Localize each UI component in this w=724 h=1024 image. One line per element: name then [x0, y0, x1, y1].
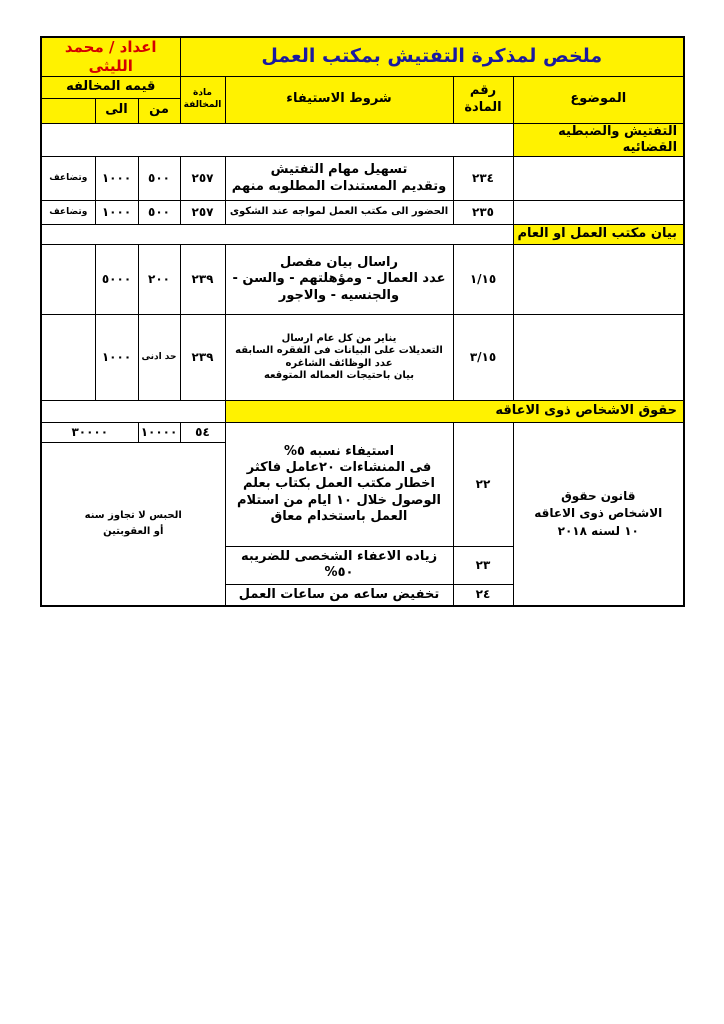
penalty-note-line: أو العقوبتين: [103, 526, 164, 537]
violation-article: ٢٣٩: [180, 245, 225, 315]
condition-line: يناير من كل عام ارسال: [281, 332, 397, 344]
condition-line: استيفاء نسبه ٥%: [283, 443, 395, 459]
penalty-from: ٥٠٠: [138, 157, 180, 201]
conditions-cell: [225, 423, 453, 547]
penalty-note-line: الحبس لا تجاوز سنه: [84, 510, 182, 521]
violation-article: ٢٣٩: [180, 315, 225, 401]
to-header: الى: [95, 98, 138, 123]
violation-article: ٢٥٧: [180, 157, 225, 201]
table-row: [41, 315, 684, 401]
conditions-cell: [225, 245, 453, 315]
topic-cell: [513, 201, 684, 225]
section-disabled: حقوق الاشخاص ذوى الاعاقه: [225, 401, 684, 423]
condition-line: وتقديم المستندات المطلوبه منهم: [231, 178, 447, 194]
penalty-extra: وتضاعف: [41, 157, 95, 201]
table-row: [41, 423, 684, 443]
topic-cell: [513, 245, 684, 315]
from-header: من: [138, 98, 180, 123]
condition-line: عدد العمال - ومؤهلتهم - والسن -: [232, 271, 446, 287]
penalty-from: ٢٠٠: [138, 245, 180, 315]
condition-line: التعديلات على البيانات فى الفقره السابقه: [235, 345, 443, 356]
penalty-from: ٥٠٠: [138, 201, 180, 225]
penalty-to: ١٠٠٠: [95, 157, 138, 201]
prison-penalty-note: [41, 443, 225, 607]
condition-line: تسهيل مهام التفتيش: [270, 162, 408, 178]
condition-text: الحضور الى مكتب العمل لمواجه عند الشكوى: [225, 201, 453, 225]
table-row: [41, 245, 684, 315]
header-row: [41, 76, 684, 98]
section-inspection: التفتيش والضبطيه القضائيه: [513, 123, 684, 157]
section-row: [41, 225, 684, 245]
penalty-extra: وتضاعف: [41, 201, 95, 225]
condition-line: راسال بيان مفصل: [280, 255, 398, 271]
article-number: ٢٣٥: [453, 201, 513, 225]
article-number: ٣/١٥: [453, 315, 513, 401]
article-number: ٢٣٤: [453, 157, 513, 201]
law-reference: [513, 423, 684, 607]
topic-header: الموضوع: [513, 76, 684, 123]
condition-text: تخفيض ساعه من ساعات العمل: [225, 584, 453, 606]
penalty-header: قيمه المخالفه: [41, 76, 180, 98]
section-statement: بيان مكتب العمل او العام: [513, 225, 684, 245]
penalty-to: ٥٠٠٠: [95, 245, 138, 315]
article-number: ٢٢: [453, 423, 513, 547]
summary-table: [40, 36, 685, 607]
penalty-from: حد ادنى: [138, 315, 180, 401]
condition-line: بيان باحتيجات العماله المتوقعه: [263, 370, 415, 381]
condition-line: والجنسيه - والاجور: [278, 287, 400, 303]
section-row: [41, 123, 684, 157]
article-number-header: رقم المادة: [453, 76, 513, 123]
page-title: ملخص لمذكرة التفتيش بمكتب العمل: [180, 37, 684, 76]
violation-article: ٥٤: [180, 423, 225, 443]
title-row: [41, 37, 684, 76]
conditions-cell: [225, 315, 453, 401]
table-row: [41, 201, 684, 225]
condition-line: العمل باستخدام معاق: [270, 508, 408, 524]
penalty-to: ١٠٠٠: [95, 315, 138, 401]
law-line: ١٠ لسنه ٢٠١٨: [557, 523, 639, 538]
conditions-cell: [225, 157, 453, 201]
article-number: ٢٣: [453, 547, 513, 585]
violation-article: ٢٥٧: [180, 201, 225, 225]
violation-article-header: مادة المخالفة: [180, 76, 225, 123]
penalty-to: ١٠٠٠: [95, 201, 138, 225]
condition-line: فى المنشاءات ٢٠عامل فاكثر: [246, 460, 432, 476]
law-line: قانون حقوق: [561, 488, 636, 503]
condition-line: الوصول خلال ١٠ ايام من استلام: [237, 492, 441, 508]
table-row: [41, 157, 684, 201]
condition-line: عدد الوظائف الشاغره: [285, 357, 393, 369]
article-number: ١/١٥: [453, 245, 513, 315]
penalty-from: ١٠٠٠٠: [138, 423, 180, 443]
summary-sheet: [40, 36, 683, 607]
condition-line: اخطار مكتب العمل بكتاب بعلم: [242, 476, 436, 492]
penalty-to: ٣٠٠٠٠: [41, 423, 138, 443]
topic-cell: [513, 315, 684, 401]
conditions-header: شروط الاستيفاء: [225, 76, 453, 123]
condition-text: زياده الاعفاء الشخصى للضريبه ٥٠%: [225, 547, 453, 585]
author-label: اعداد / محمد الليثى: [41, 37, 180, 76]
article-number: ٢٤: [453, 584, 513, 606]
law-line: الاشخاص ذوى الاعاقه: [534, 506, 663, 521]
section-row: [41, 401, 684, 423]
topic-cell: [513, 157, 684, 201]
penalty-extra-header: [41, 98, 95, 123]
